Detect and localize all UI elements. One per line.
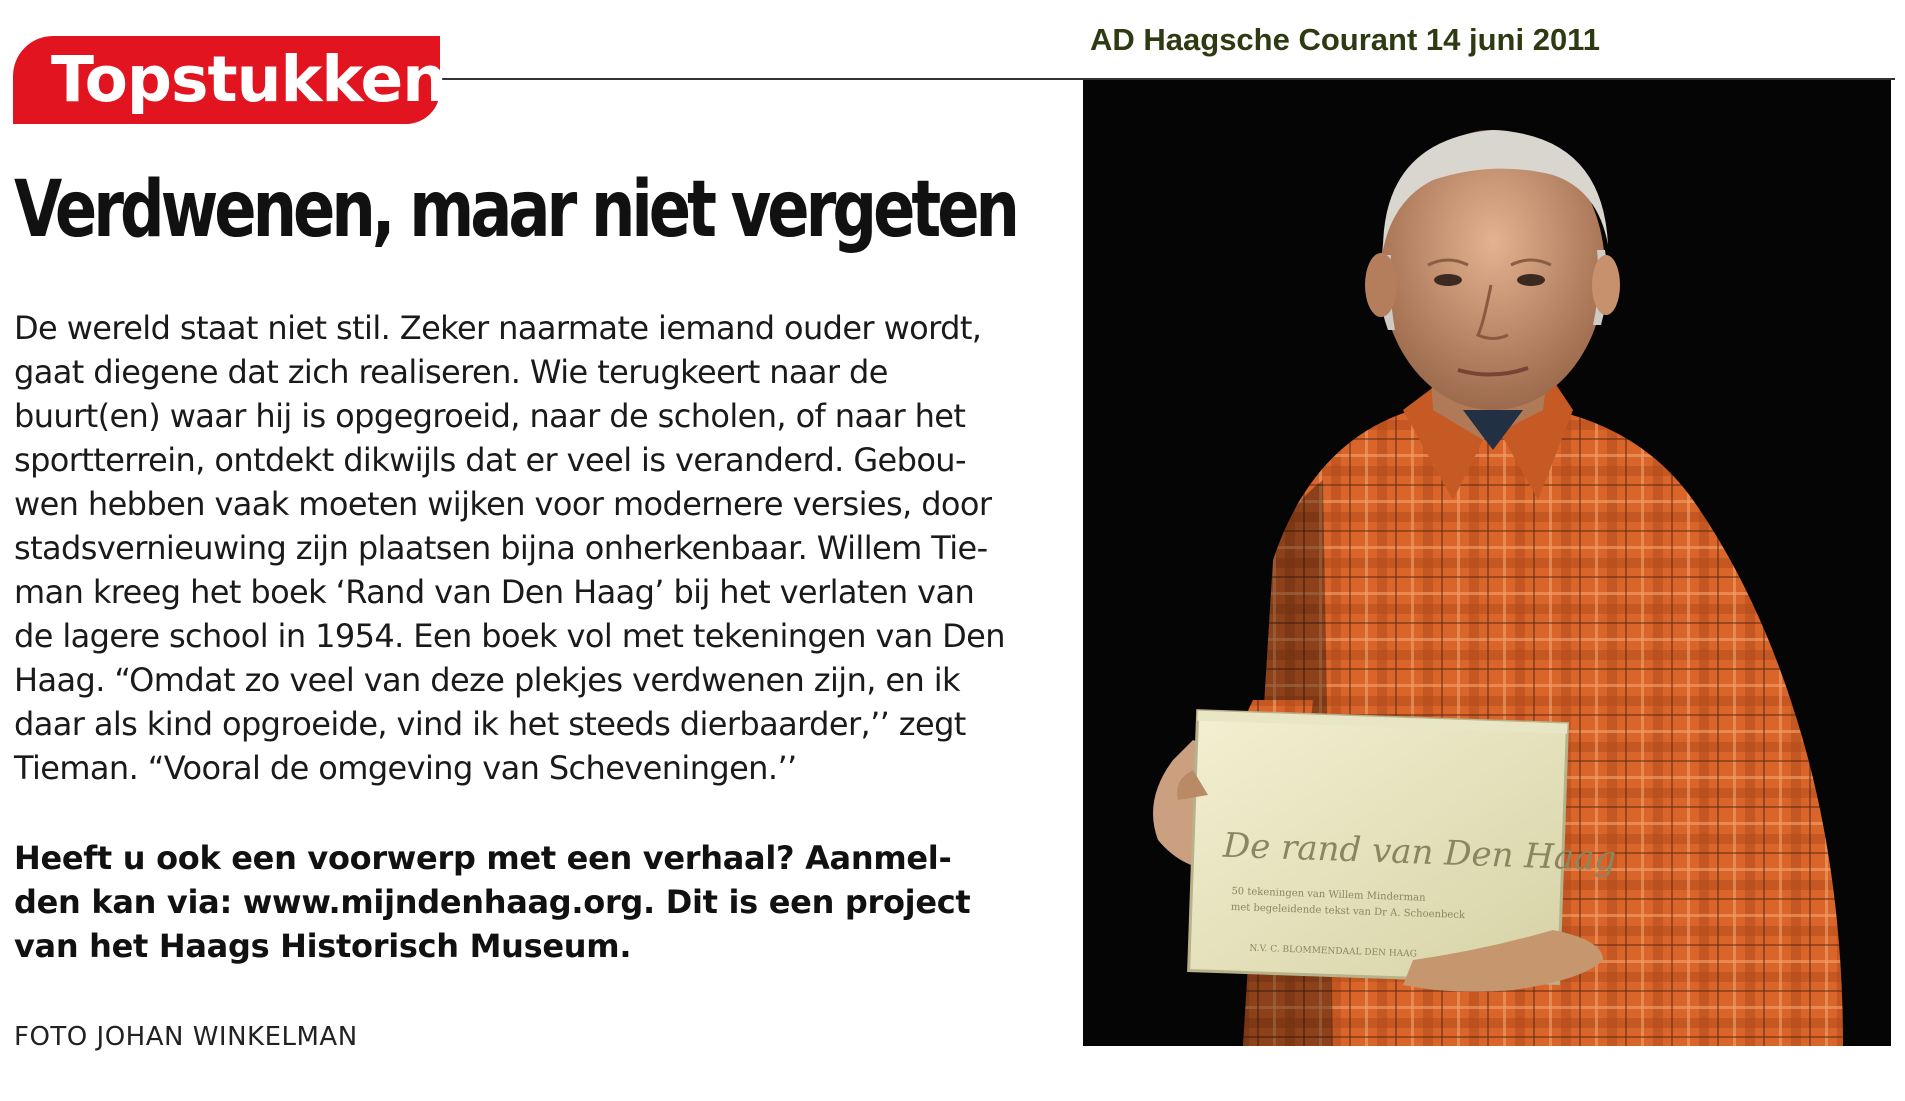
headline: Verdwenen, maar niet vergeten — [14, 165, 1016, 255]
body-line: man kreeg het boek ‘Rand van Den Haag’ bij het verlaten van — [14, 573, 975, 611]
callout-line: den kan via: www.mijndenhaag.org. Dit is een project — [14, 883, 971, 921]
body-line: de lagere school in 1954. Een boek vol met tekeningen van Den — [14, 617, 1005, 655]
photo-credit: FOTO JOHAN WINKELMAN — [14, 1022, 358, 1052]
portrait-photo — [1083, 80, 1891, 1046]
body-line: buurt(en) waar hij is opgegroeid, naar de scholen, of naar het — [14, 397, 966, 435]
book-subtitle-2: met begeleidende tekst van Dr A. Schoenbeck — [1230, 901, 1466, 922]
body-line: De wereld staat niet stil. Zeker naarmate iemand ouder wordt, — [14, 309, 982, 347]
callout-line: van het Haags Historisch Museum. — [14, 927, 632, 965]
portrait-illustration — [1083, 80, 1891, 1046]
body-line: Haag. “Omdat zo veel van deze plekjes verdwenen zijn, en ik — [14, 661, 960, 699]
body-line: sportterrein, ontdekt dikwijls dat er veel is veranderd. Gebou- — [14, 441, 966, 479]
body-line: stadsvernieuwing zijn plaatsen bijna onherkenbaar. Willem Tie- — [14, 529, 988, 567]
book-title: De rand van Den Haag — [1222, 825, 1617, 880]
callout-line: Heeft u ook een voorwerp met een verhaal? Aanmel- — [14, 839, 952, 877]
masthead: AD Haagsche Courant 14 juni 2011 — [1090, 22, 1600, 57]
body-line: daar als kind opgroeide, vind ik het steeds dierbaarder,’’ zegt — [14, 705, 966, 743]
book-publisher: N.V. C. BLOMMENDAAL DEN HAAG — [1249, 943, 1418, 960]
body-line: gaat diegene dat zich realiseren. Wie terugkeert naar de — [14, 353, 888, 391]
body-line: wen hebben vaak moeten wijken voor modernere versies, door — [14, 485, 992, 523]
body-line: Tieman. “Vooral de omgeving van Scheveningen.’’ — [14, 749, 797, 787]
book-subtitle-1: 50 tekeningen van Willem Minderman — [1231, 885, 1426, 904]
callout — [14, 836, 1054, 968]
section-tab: Topstukken — [13, 36, 440, 124]
article-body — [14, 306, 1054, 790]
